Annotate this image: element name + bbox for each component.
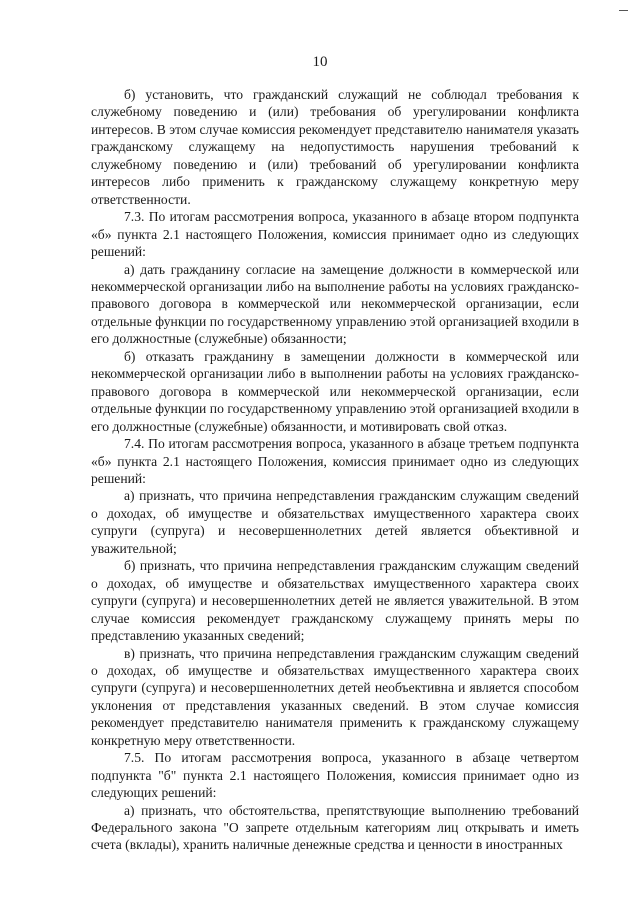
paragraph-7-4-a: а) признать, что причина непредставления гражданским служащим сведений о доходах, об имуществе и обязательствах имущественного характера своих супруги (супруга) и несовершеннолетних детей является объективной и уважительной; xyxy=(91,488,579,556)
document-body xyxy=(91,86,579,854)
paragraph-7-4-intro: 7.4. По итогам рассмотрения вопроса, указанного в абзаце третьем подпункта «б» пункта 2.1 настоящего Положения, комиссия принимает одно из следующих решений: xyxy=(91,436,579,486)
corner-scan-mark xyxy=(619,10,628,11)
paragraph-7-4-b: б) признать, что причина непредставления гражданским служащим сведений о доходах, об имуществе и обязательствах имущественного характера своих супруги (супруга) и несовершеннолетних детей не является уважительной. В этом случае комиссия рекомендует гражданскому служащему принять меры по представлению указанных сведений; xyxy=(91,558,579,644)
paragraph-7-5-a: а) признать, что обстоятельства, препятствующие выполнению требований Федерального закона "О запрете отдельным категориям лиц открывать и иметь счета (вклады), хранить наличные денежные средства и ценности в иностранных xyxy=(91,802,579,853)
paragraph-7-4-c: в) признать, что причина непредставления гражданским служащим сведений о доходах, об имуществе и обязательствах имущественного характера своих супруги (супруга) и несовершеннолетних детей необъективна и является способом уклонения от представления указанных сведений. В этом случае комиссия рекомендует представителю нанимателя применить к гражданскому служащему конкретную меру ответственности. xyxy=(91,645,579,748)
paragraph-7-3-b: б) отказать гражданину в замещении должности в коммерческой или некоммерческой организации либо в выполнении работы на условиях гражданско-правового договора в коммерческой или некоммерческой организации, если отдельные функции по государственному управлению этой организацией входили в его должностные (служебные) обязанности, и мотивировать свой отказ. xyxy=(91,348,579,434)
paragraph-6b-violation: б) установить, что гражданский служащий не соблюдал требования к служебному поведению и (или) требования об урегулировании конфликта интересов. В этом случае комиссия рекомендует представителю нанимателя указать гражданскому служащему на недопустимость нарушения требований к служебному поведению и (или) требований об урегулировании конфликта интересов либо применить к гражданскому служащему конкретную меру ответственности. xyxy=(91,87,579,207)
page-number: 10 xyxy=(312,54,328,70)
paragraph-7-3-intro: 7.3. По итогам рассмотрения вопроса, указанного в абзаце втором подпункта «б» пункта 2.1 настоящего Положения, комиссия принимает одно из следующих решений: xyxy=(91,209,579,260)
paragraph-7-3-a: а) дать гражданину согласие на замещение должности в коммерческой или некоммерческой организации либо на выполнение работы на условиях гражданско-правового договора в коммерческой или некоммерческой организации, если отдельные функции по государственному управлению этой организацией входили в его должностные (служебные) обязанности; xyxy=(91,261,579,347)
paragraph-7-5-intro: 7.5. По итогам рассмотрения вопроса, указанного в абзаце четвертом подпункта "б" пункта 2.1 настоящего Положения, комиссия принимает одно из следующих решений: xyxy=(91,750,579,801)
